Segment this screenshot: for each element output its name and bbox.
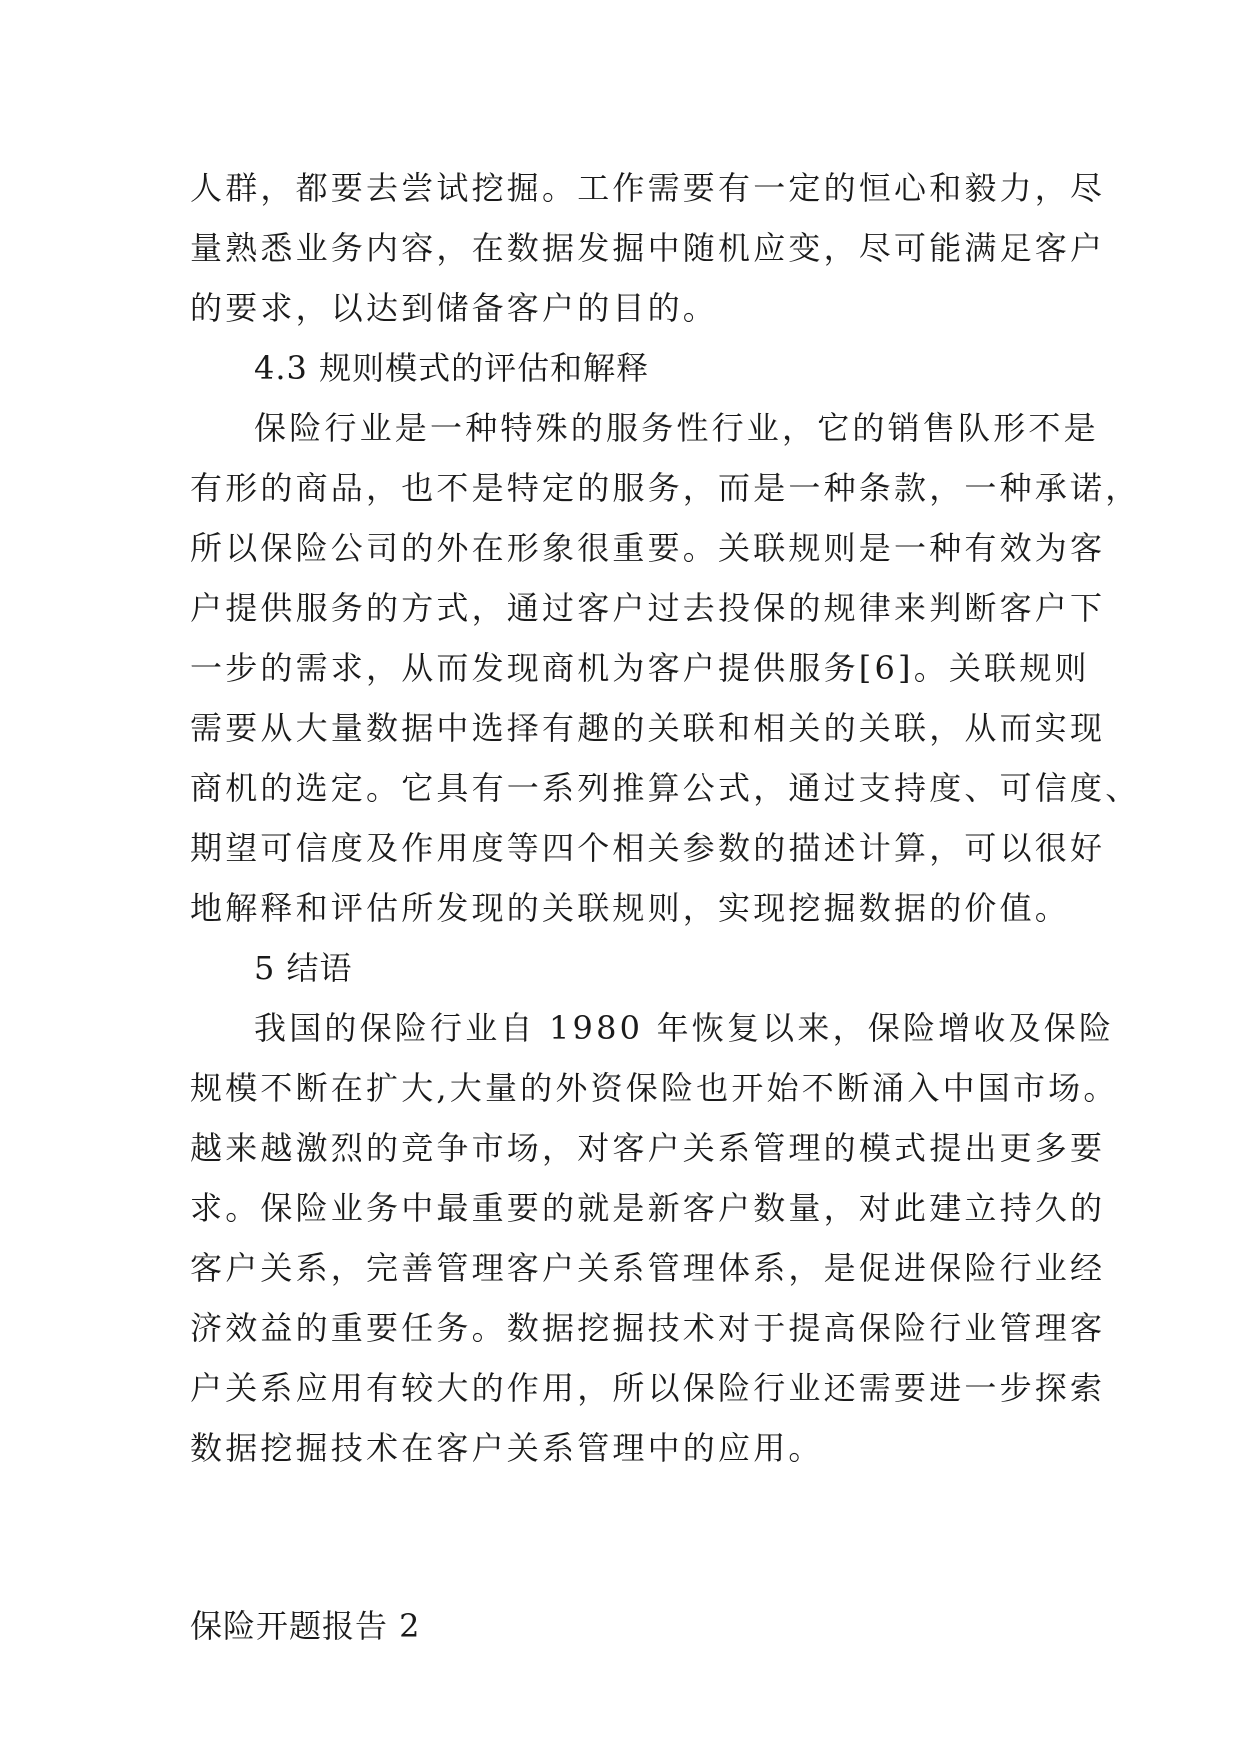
section-spacer: [190, 1478, 1050, 1596]
text-line: 所以保险公司的外在形象很重要。关联规则是一种有效为客: [190, 529, 1106, 567]
paragraph-continued: [190, 158, 1106, 338]
text-line: 济效益的重要任务。数据挖掘技术对于提高保险行业管理客: [190, 1309, 1106, 1347]
text-line: 求。保险业务中最重要的就是新客户数量，对此建立持久的: [190, 1189, 1106, 1227]
text-line: 人群，都要去尝试挖掘。工作需要有一定的恒心和毅力，尽: [190, 169, 1106, 207]
section-heading-5: 5 结语: [254, 949, 353, 987]
text-line: 有形的商品，也不是特定的服务，而是一种条款，一种承诺，: [190, 469, 1141, 507]
text-line: 量熟悉业务内容，在数据发掘中随机应变，尽可能满足客户: [190, 229, 1106, 267]
next-document-title: 保险开题报告 2: [190, 1607, 421, 1645]
text-line: 需要从大量数据中选择有趣的关联和相关的关联，从而实现: [190, 709, 1106, 747]
document-body: [190, 158, 1141, 1656]
text-line: 越来越激烈的竞争市场，对客户关系管理的模式提出更多要: [190, 1129, 1106, 1167]
text-line: 客户关系，完善管理客户关系管理体系，是促进保险行业经: [190, 1249, 1106, 1287]
text-line: 户关系应用有较大的作用，所以保险行业还需要进一步探索: [190, 1369, 1106, 1407]
text-line: 保险行业是一种特殊的服务性行业，它的销售队形不是: [254, 409, 1099, 447]
text-line: 数据挖掘技术在客户关系管理中的应用。: [190, 1429, 824, 1467]
text-line: 我国的保险行业自 1980 年恢复以来，保险增收及保险: [254, 1009, 1115, 1047]
section-heading-4-3: 4.3 规则模式的评估和解释: [254, 349, 650, 387]
text-line: 的要求，以达到储备客户的目的。: [190, 289, 719, 327]
text-line: 地解释和评估所发现的关联规则，实现挖掘数据的价值。: [190, 889, 1071, 927]
paragraph-4-3: [190, 398, 1141, 938]
text-line: 规模不断在扩大,大量的外资保险也开始不断涌入中国市场。: [190, 1069, 1119, 1107]
text-line: 期望可信度及作用度等四个相关参数的描述计算，可以很好: [190, 829, 1106, 867]
paragraph-5: [190, 998, 1119, 1478]
text-line: 商机的选定。它具有一系列推算公式，通过支持度、可信度、: [190, 769, 1141, 807]
text-line: 户提供服务的方式，通过客户过去投保的规律来判断客户下: [190, 589, 1106, 627]
text-line: 一步的需求，从而发现商机为客户提供服务[6]。关联规则: [190, 649, 1090, 687]
